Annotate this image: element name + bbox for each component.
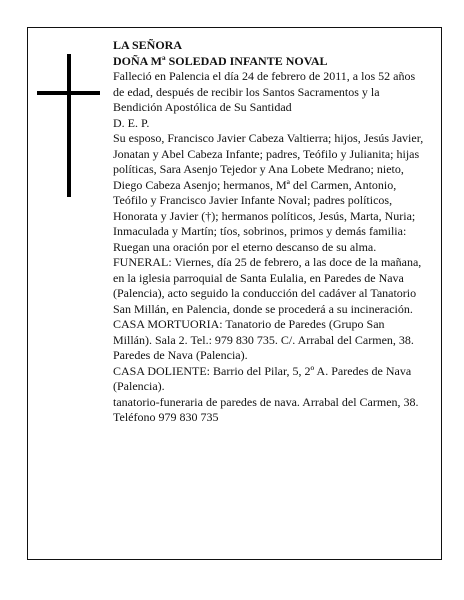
death-announcement: Falleció en Palencia el día 24 de febrero de 2011, a los 52 años de edad, después de recibir los Santos Sacramentos y la Bendición Apostólica de Su Santidad (113, 69, 416, 114)
deceased-name: DOÑA Mª SOLEDAD INFANTE NOVAL (113, 53, 328, 68)
heading-title: LA SEÑORA (113, 38, 183, 52)
funeral-service-contact: tanatorio-funeraria de paredes de nava. Arrabal del Carmen, 38. Teléfono 979 830 735 (113, 394, 419, 424)
family-list: Su esposo, Francisco Javier Cabeza Valtierra; hijos, Jesús Javier, Jonatan y Abel Cabeza Infante; padres, Teófilo y Julianita; hijas políticas, Sara Asenjo Tejedor y Ana Lobete Medrano; nieto, Diego Cabeza Asenjo; hermanos, Mª del Carmen, Antonio, Teófilo y Francisco Javier Infante Noval; padres políticos, Honorata y Javier (†); hermanos políticos, Jesús, Marta, Nuria; Inmaculada y Martín; tíos, sobrinos, primos y demás familia: (113, 131, 424, 238)
funeral-home-info: CASA MORTUORIA: Tanatorio de Paredes (Grupo San Millán). Sala 2. Tel.: 979 830 735. C/. Arrabal del Carmen, 38. Paredes de Nava (Palencia). (113, 317, 414, 362)
rip-line: D. E. P. (113, 115, 150, 130)
funeral-info: FUNERAL: Viernes, día 25 de febrero, a las doce de la mañana, en la iglesia parroquial de Santa Eulalia, en Paredes de Nava (Palencia), acto seguido la conducción del cadáver al Tanatorio San Millán, en Palencia, donde se procederá a su incineración. (113, 255, 422, 316)
cross-horizontal-bar (37, 91, 100, 95)
prayer-request: Ruegan una oración por el eterno descanso de su alma. (113, 239, 377, 254)
family-home-info: CASA DOLIENTE: Barrio del Pilar, 5, 2º A. Paredes de Nava (Palencia). (113, 363, 412, 393)
cross-vertical-bar (67, 54, 71, 197)
obituary-text (113, 38, 425, 426)
